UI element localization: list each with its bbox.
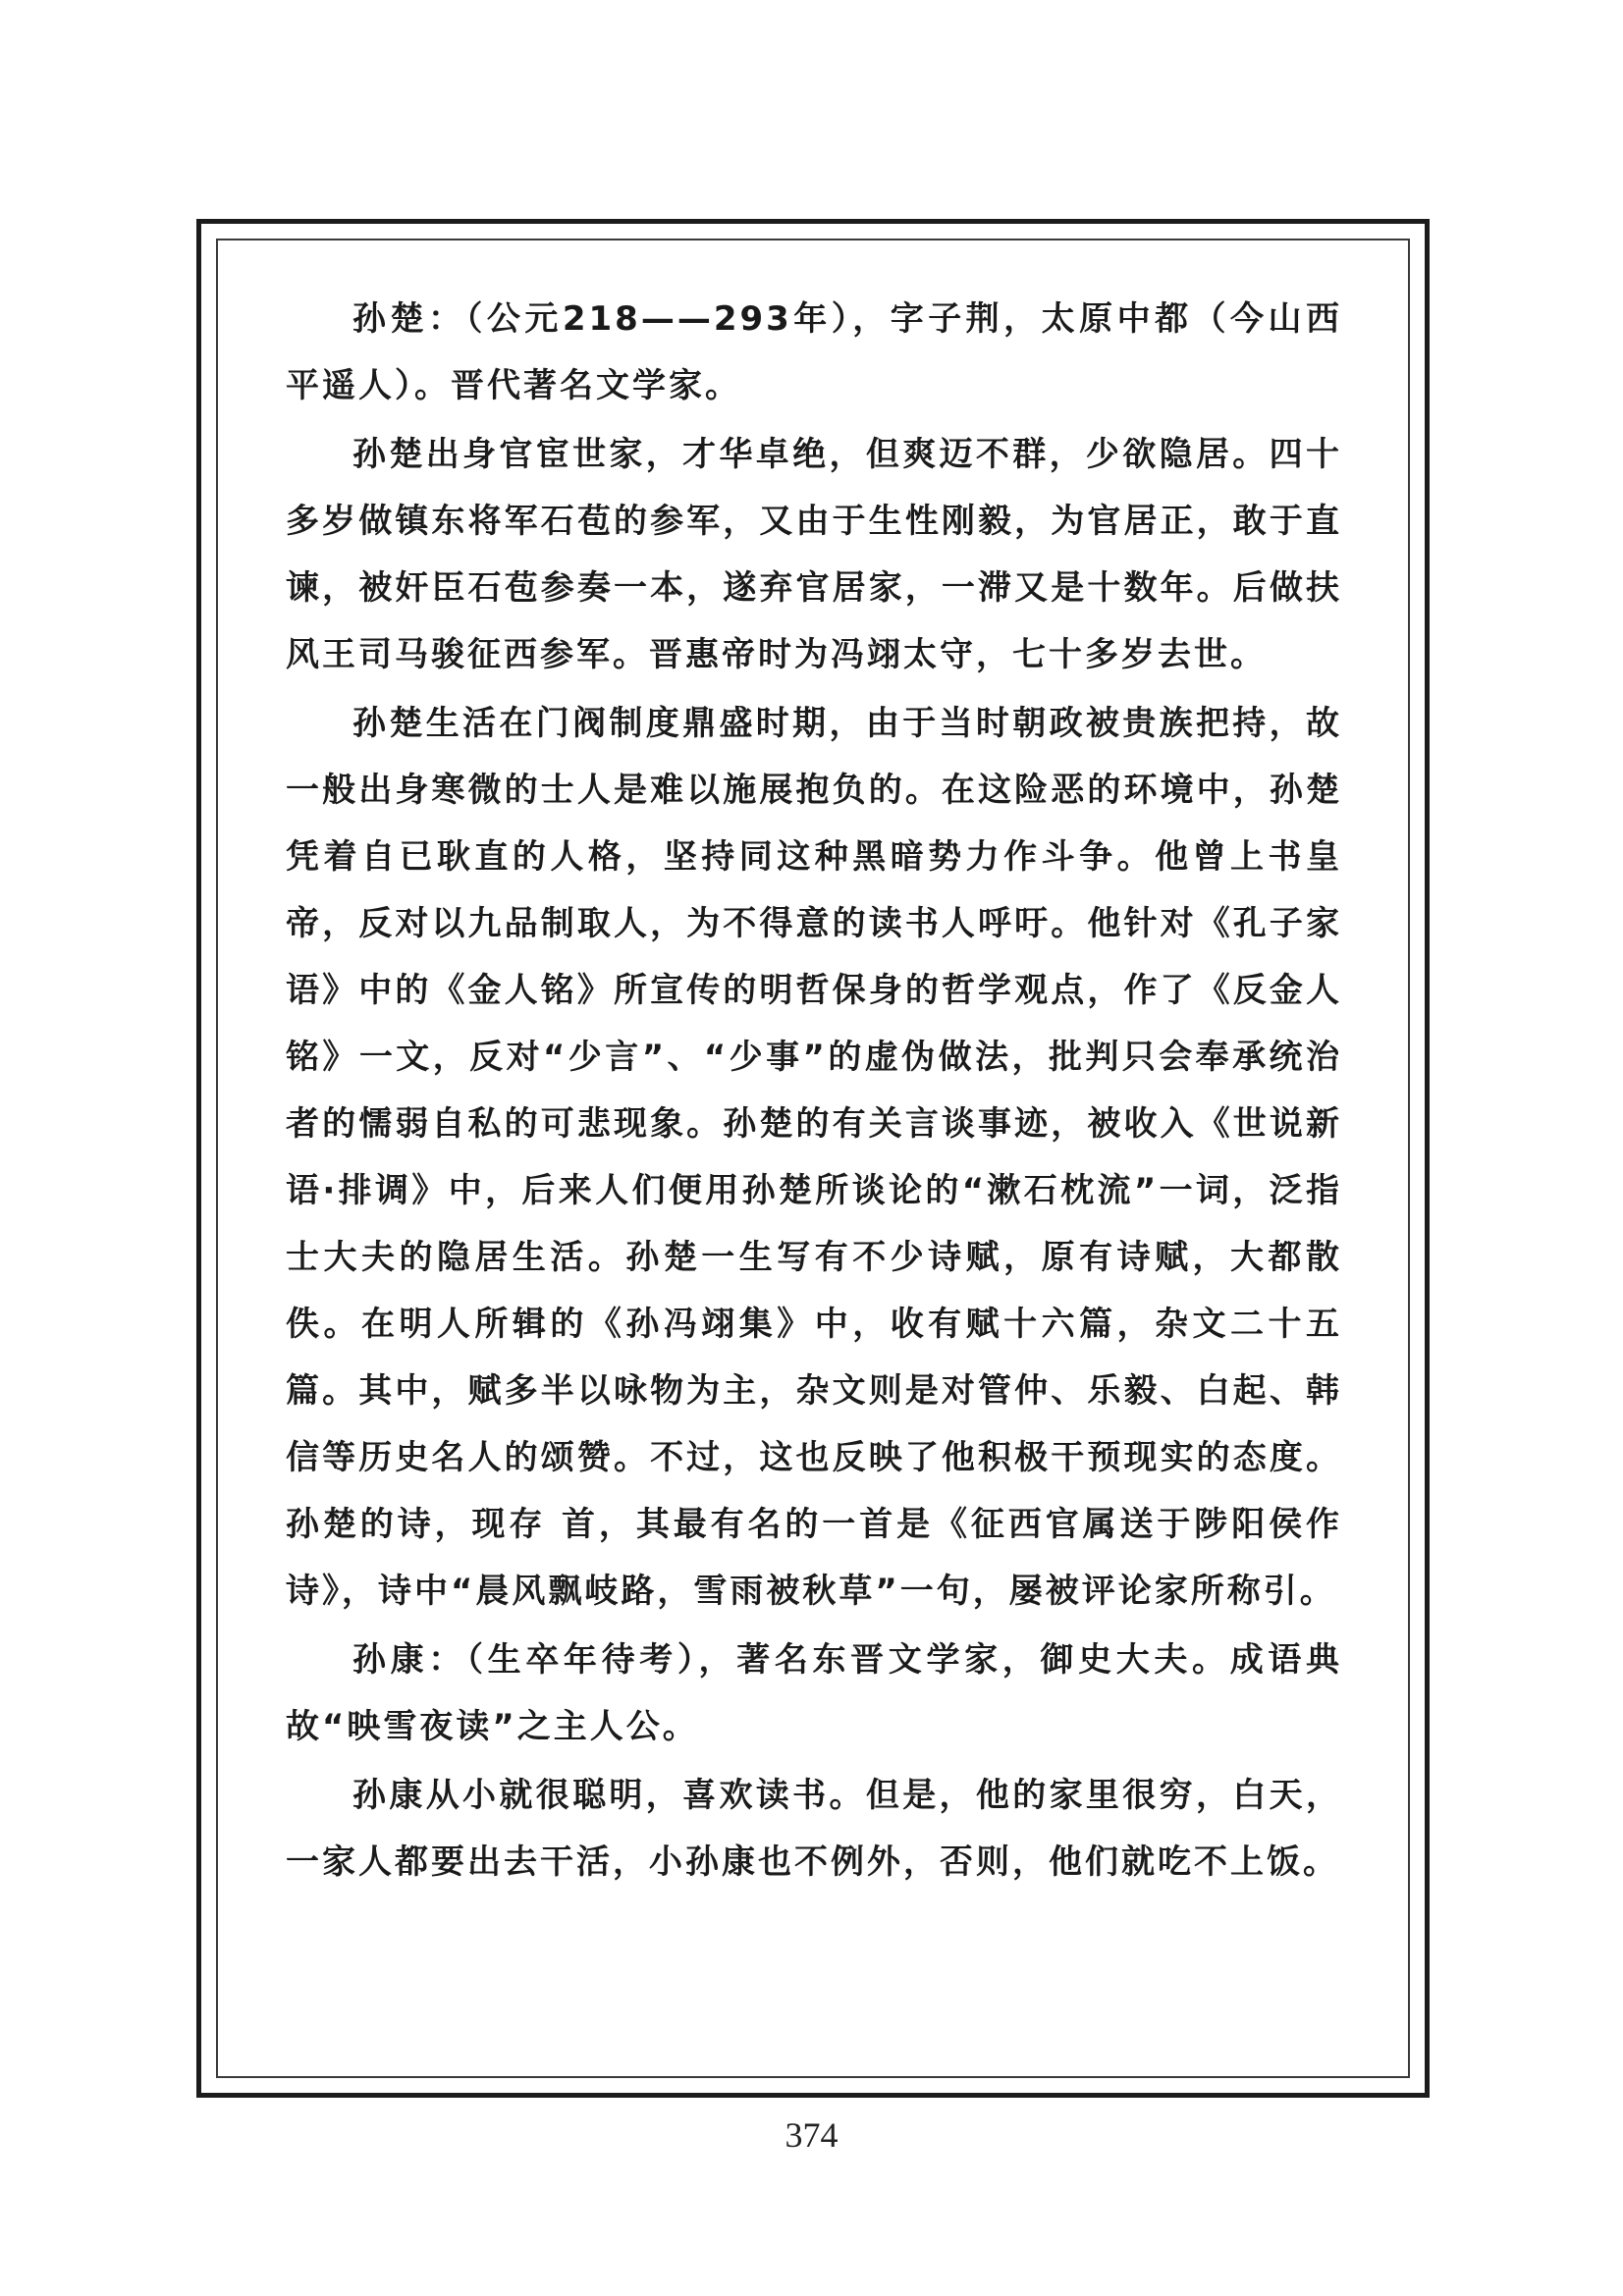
paragraph-sun-chu-career: 孙楚出身官宦世家，才华卓绝，但爽迈不群，少欲隐居。四十多岁做镇东将军石苞的参军，又由于生性刚毅，为官居正，敢于直谏，被奸臣石苞参奏一本，遂弃官居家，一滞又是十数年。后做扶风王司马骏征西参军。晋惠帝时为冯翊太守，七十多岁去世。 [286, 435, 1342, 674]
body-text [286, 286, 1342, 1897]
paragraph-sun-kang-childhood: 孙康从小就很聪明，喜欢读书。但是，他的家里很穷，白天，一家人都要出去干活，小孙康也不例外，否则，他们就吃不上饭。 [286, 1776, 1342, 1882]
page-number: 374 [784, 2115, 839, 2155]
paragraph-sun-chu-works: 孙楚生活在门阀制度鼎盛时期，由于当时朝政被贵族把持，故一般出身寒微的士人是难以施展抱负的。在这险恶的环境中，孙楚凭着自已耿直的人格，坚持同这种黑暗势力作斗争。他曾上书皇帝，反对以九品制取人，为不得意的读书人呼吁。他针对《孔子家语》中的《金人铭》所宣传的明哲保身的哲学观点，作了《反金人铭》一文，反对“少言”、“少事”的虚伪做法，批判只会奉承统治者的懦弱自私的可悲现象。孙楚的有关言谈事迹，被收入《世说新语·排调》中，后来人们便用孙楚所谈论的“漱石枕流”一词，泛指士大夫的隐居生活。孙楚一生写有不少诗赋，原有诗赋，大都散佚。在明人所辑的《孙冯翊集》中，收有赋十六篇，杂文二十五篇。其中，赋多半以咏物为主，杂文则是对管仲、乐毅、白起、韩信等历史名人的颂赞。不过，这也反映了他积极干预现实的态度。孙楚的诗，现存 首，其最有名的一首是《征西官属送于陟阳侯作诗》，诗中“晨风飘岐路，雪雨被秋草”一句，屡被评论家所称引。 [286, 704, 1342, 1611]
paragraph-sun-chu-intro: 孙楚：（公元218——293年），字子荆，太原中都（今山西平遥人）。晋代著名文学家。 [286, 299, 1342, 405]
paragraph-sun-kang-intro: 孙康：（生卒年待考），著名东晋文学家，御史大夫。成语典故“映雪夜读”之主人公。 [286, 1640, 1342, 1746]
